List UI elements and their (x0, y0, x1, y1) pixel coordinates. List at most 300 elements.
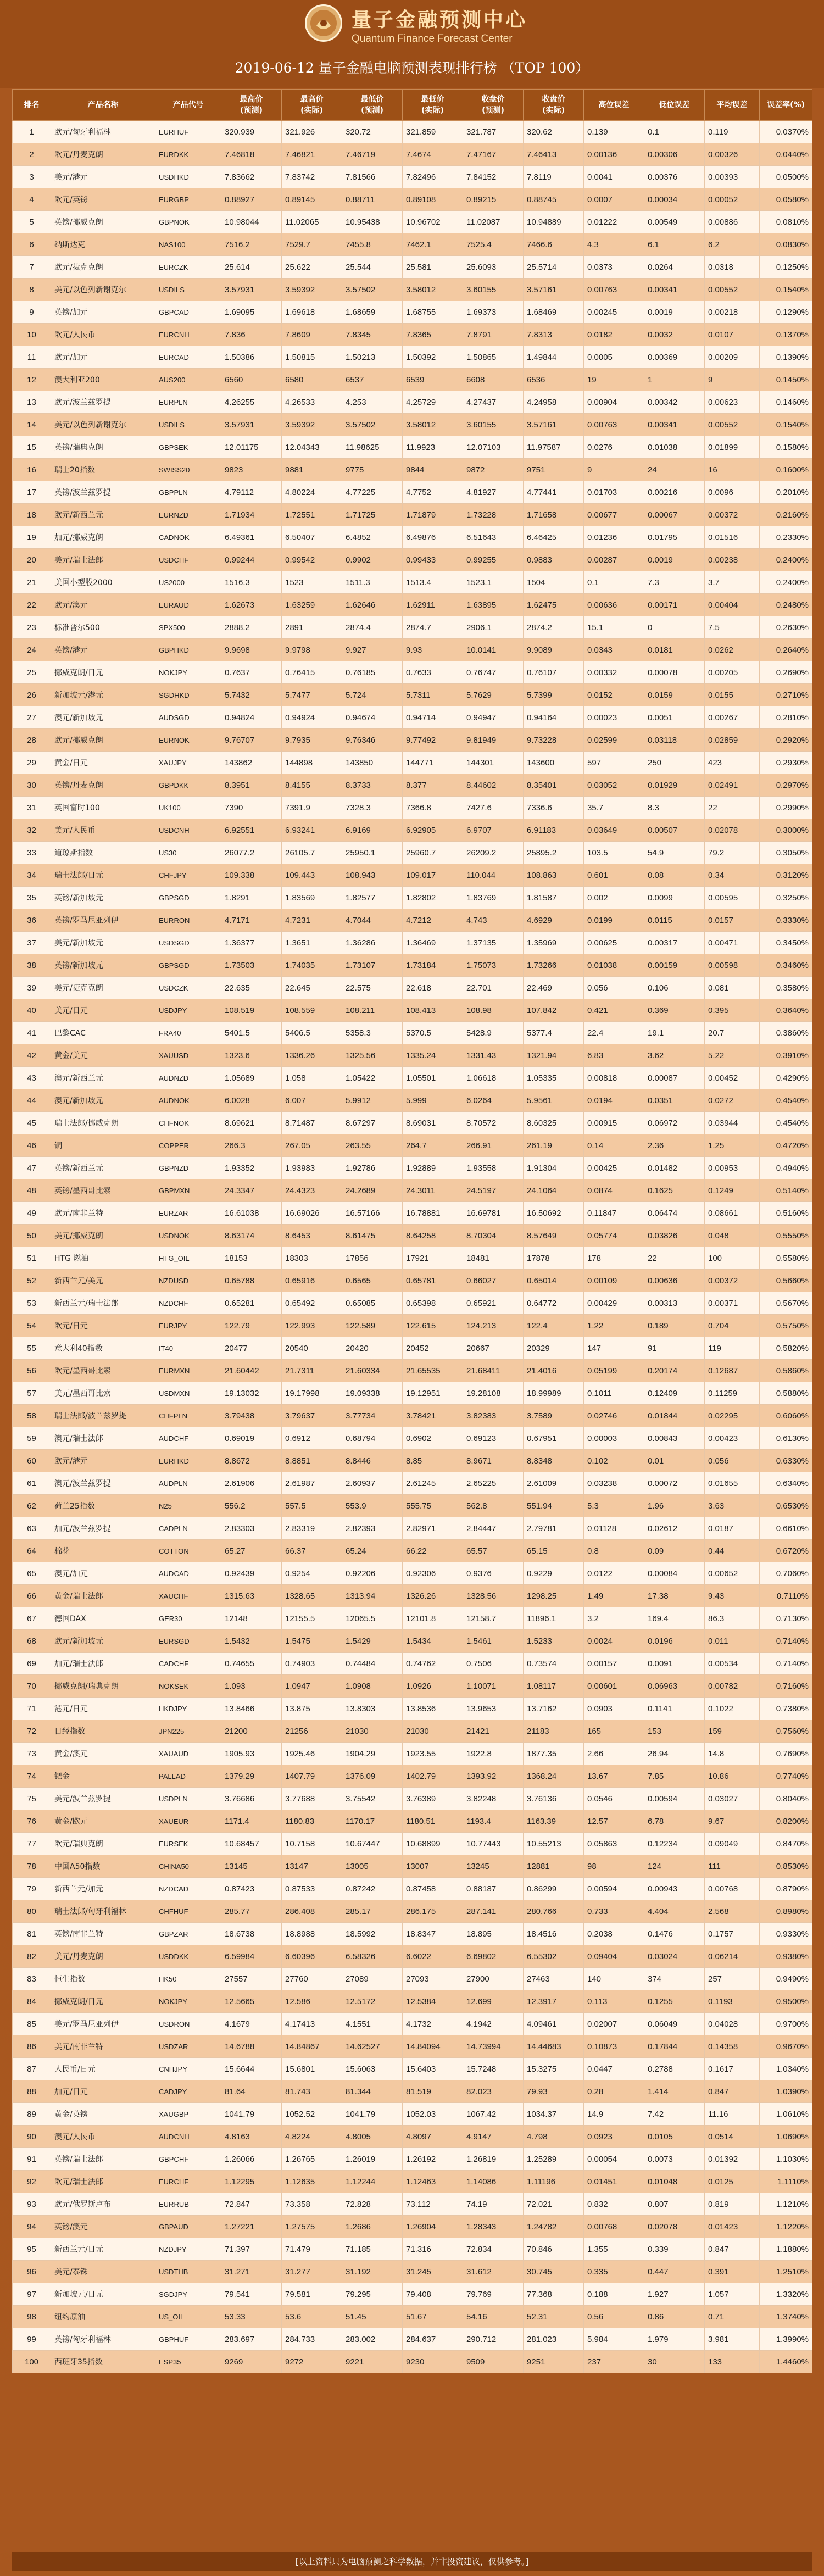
high-actual-cell: 20540 (282, 1337, 342, 1360)
rank-cell: 54 (13, 1315, 51, 1337)
error-rate-cell: 1.4460% (760, 2351, 812, 2373)
high-forecast-cell: 1.36377 (221, 932, 282, 954)
table-row (13, 481, 812, 504)
error-rate-cell: 0.5550% (760, 1225, 812, 1247)
low-error-cell: 0.0032 (644, 324, 705, 346)
close-forecast-cell: 10.0141 (463, 639, 524, 661)
error-rate-cell: 0.7060% (760, 1562, 812, 1585)
close-actual-cell: 25.5714 (524, 256, 584, 279)
high-error-cell: 0.0373 (584, 256, 644, 279)
avg-error-cell: 0.819 (705, 2193, 760, 2216)
product-code-cell: EURAUD (155, 594, 221, 616)
close-forecast-cell: 1.06618 (463, 1067, 524, 1089)
low-error-cell: 0.1476 (644, 1923, 705, 1945)
high-actual-cell: 4.80224 (282, 481, 342, 504)
low-forecast-cell: 1170.17 (342, 1810, 403, 1833)
avg-error-cell: 5.22 (705, 1044, 760, 1067)
low-error-cell: 6.78 (644, 1810, 705, 1833)
low-error-cell: 8.3 (644, 797, 705, 819)
error-rate-cell: 0.3460% (760, 954, 812, 977)
low-forecast-cell: 6.58326 (342, 1945, 403, 1968)
close-forecast-cell: 1.37135 (463, 932, 524, 954)
high-forecast-cell: 18153 (221, 1247, 282, 1270)
rank-cell: 76 (13, 1810, 51, 1833)
close-actual-cell: 2874.2 (524, 616, 584, 639)
column-header: 低位误差 (644, 90, 705, 121)
product-name-cell: 新加坡元/日元 (51, 2283, 155, 2306)
rank-cell: 85 (13, 2013, 51, 2035)
product-name-cell: 日经指数 (51, 1720, 155, 1743)
avg-error-cell: 0.119 (705, 121, 760, 143)
high-error-cell: 0.02746 (584, 1405, 644, 1427)
rank-cell: 71 (13, 1698, 51, 1720)
high-error-cell: 0.03052 (584, 774, 644, 797)
high-actual-cell: 13.875 (282, 1698, 342, 1720)
error-rate-cell: 0.0580% (760, 188, 812, 211)
low-forecast-cell: 0.92206 (342, 1562, 403, 1585)
close-forecast-cell: 12.699 (463, 1990, 524, 2013)
product-code-cell: GBPPLN (155, 481, 221, 504)
low-forecast-cell: 1.2686 (342, 2216, 403, 2238)
product-name-cell: 美元/墨西哥比索 (51, 1382, 155, 1405)
column-header: 最低价 (实际) (403, 90, 463, 121)
error-rate-cell: 0.4540% (760, 1089, 812, 1112)
low-error-cell: 0.339 (644, 2238, 705, 2261)
rank-cell: 73 (13, 1743, 51, 1765)
rank-cell: 48 (13, 1179, 51, 1202)
high-error-cell: 0.832 (584, 2193, 644, 2216)
high-forecast-cell: 2.61906 (221, 1472, 282, 1495)
high-actual-cell: 1.72551 (282, 504, 342, 526)
low-forecast-cell: 1041.79 (342, 2103, 403, 2126)
rank-cell: 31 (13, 797, 51, 819)
close-forecast-cell: 1.50865 (463, 346, 524, 369)
table-row (13, 932, 812, 954)
product-name-cell: 美元/泰铢 (51, 2261, 155, 2283)
table-row (13, 1382, 812, 1405)
low-error-cell: 0.00317 (644, 932, 705, 954)
low-error-cell: 0.02612 (644, 1517, 705, 1540)
rank-cell: 44 (13, 1089, 51, 1112)
product-code-cell: US2000 (155, 571, 221, 594)
error-rate-cell: 0.0830% (760, 233, 812, 256)
low-error-cell: 124 (644, 1855, 705, 1878)
low-forecast-cell: 81.344 (342, 2080, 403, 2103)
close-actual-cell: 4.6929 (524, 909, 584, 932)
rank-cell: 62 (13, 1495, 51, 1517)
low-error-cell: 3.62 (644, 1044, 705, 1067)
product-code-cell: FRA40 (155, 1022, 221, 1044)
high-actual-cell: 4.8224 (282, 2126, 342, 2148)
high-actual-cell: 1.12635 (282, 2171, 342, 2193)
error-rate-cell: 0.5860% (760, 1360, 812, 1382)
high-error-cell: 0.00677 (584, 504, 644, 526)
error-rate-cell: 0.2710% (760, 684, 812, 706)
table-row (13, 1765, 812, 1788)
product-name-cell: 加元/挪威克朗 (51, 526, 155, 549)
high-actual-cell: 6.93241 (282, 819, 342, 842)
close-actual-cell: 30.745 (524, 2261, 584, 2283)
rank-cell: 7 (13, 256, 51, 279)
error-rate-cell: 1.1030% (760, 2148, 812, 2171)
low-error-cell: 54.9 (644, 842, 705, 864)
avg-error-cell: 0.00209 (705, 346, 760, 369)
low-forecast-cell: 71.185 (342, 2238, 403, 2261)
rank-cell: 95 (13, 2238, 51, 2261)
low-actual-cell: 21030 (403, 1720, 463, 1743)
product-code-cell: EURNOK (155, 729, 221, 752)
low-actual-cell: 5.999 (403, 1089, 463, 1112)
product-code-cell: EURSGD (155, 1630, 221, 1653)
table-row (13, 1833, 812, 1855)
close-actual-cell: 261.19 (524, 1134, 584, 1157)
error-rate-cell: 0.3330% (760, 909, 812, 932)
close-actual-cell: 22.469 (524, 977, 584, 999)
table-row (13, 571, 812, 594)
low-forecast-cell: 24.2689 (342, 1179, 403, 1202)
product-name-cell: 挪威克朗/日元 (51, 1990, 155, 2013)
error-rate-cell: 0.7110% (760, 1585, 812, 1607)
close-forecast-cell: 5.7629 (463, 684, 524, 706)
low-forecast-cell: 5.724 (342, 684, 403, 706)
low-actual-cell: 1.5434 (403, 1630, 463, 1653)
low-actual-cell: 0.89108 (403, 188, 463, 211)
low-forecast-cell: 0.88711 (342, 188, 403, 211)
error-rate-cell: 0.5820% (760, 1337, 812, 1360)
high-error-cell: 0.139 (584, 121, 644, 143)
product-name-cell: 瑞士法郎/日元 (51, 864, 155, 887)
rank-cell: 58 (13, 1405, 51, 1427)
high-actual-cell: 5.7477 (282, 684, 342, 706)
product-name-cell: 欧元/南非兰特 (51, 1202, 155, 1225)
product-code-cell: USDJPY (155, 999, 221, 1022)
close-forecast-cell: 6.9707 (463, 819, 524, 842)
high-actual-cell: 267.05 (282, 1134, 342, 1157)
high-actual-cell: 4.17413 (282, 2013, 342, 2035)
close-forecast-cell: 13.9653 (463, 1698, 524, 1720)
low-error-cell: 0.00078 (644, 661, 705, 684)
table-row (13, 1157, 812, 1179)
product-code-cell: GBPCHF (155, 2148, 221, 2171)
product-code-cell: USDDKK (155, 1945, 221, 1968)
high-actual-cell: 0.76415 (282, 661, 342, 684)
table-row (13, 1044, 812, 1067)
high-error-cell: 0.00594 (584, 1878, 644, 1900)
high-error-cell: 0.0276 (584, 436, 644, 459)
avg-error-cell: 3.63 (705, 1495, 760, 1517)
product-name-cell: 道琼斯指数 (51, 842, 155, 864)
table-row (13, 1562, 812, 1585)
low-error-cell: 26.94 (644, 1743, 705, 1765)
avg-error-cell: 0.09049 (705, 1833, 760, 1855)
rank-cell: 16 (13, 459, 51, 481)
close-actual-cell: 1.49844 (524, 346, 584, 369)
high-error-cell: 0.00625 (584, 932, 644, 954)
rank-cell: 69 (13, 1653, 51, 1675)
table-row (13, 1315, 812, 1337)
product-code-cell: GBPSGD (155, 887, 221, 909)
rank-cell: 89 (13, 2103, 51, 2126)
avg-error-cell: 0.00218 (705, 301, 760, 324)
high-forecast-cell: 320.939 (221, 121, 282, 143)
high-actual-cell: 8.4155 (282, 774, 342, 797)
high-forecast-cell: 7516.2 (221, 233, 282, 256)
high-actual-cell: 1.27575 (282, 2216, 342, 2238)
low-actual-cell: 8.64258 (403, 1225, 463, 1247)
table-row (13, 1923, 812, 1945)
high-actual-cell: 6.007 (282, 1089, 342, 1112)
low-error-cell: 0.00087 (644, 1067, 705, 1089)
product-name-cell: 英镑/丹麦克朗 (51, 774, 155, 797)
high-forecast-cell: 3.76686 (221, 1788, 282, 1810)
high-forecast-cell: 21200 (221, 1720, 282, 1743)
table-row (13, 2013, 812, 2035)
table-row (13, 1022, 812, 1044)
high-forecast-cell: 1041.79 (221, 2103, 282, 2126)
rank-cell: 91 (13, 2148, 51, 2171)
high-forecast-cell: 266.3 (221, 1134, 282, 1157)
high-error-cell: 0.0923 (584, 2126, 644, 2148)
close-actual-cell: 17878 (524, 1247, 584, 1270)
low-error-cell: 7.85 (644, 1765, 705, 1788)
avg-error-cell: 0.395 (705, 999, 760, 1022)
avg-error-cell: 119 (705, 1337, 760, 1360)
low-actual-cell: 11.9923 (403, 436, 463, 459)
error-rate-cell: 0.3450% (760, 932, 812, 954)
close-forecast-cell: 12158.7 (463, 1607, 524, 1630)
low-actual-cell: 79.408 (403, 2283, 463, 2306)
low-error-cell: 0.08 (644, 864, 705, 887)
close-forecast-cell: 0.94947 (463, 706, 524, 729)
high-actual-cell: 9881 (282, 459, 342, 481)
error-rate-cell: 1.3320% (760, 2283, 812, 2306)
product-code-cell: GBPSEK (155, 436, 221, 459)
low-forecast-cell: 8.3733 (342, 774, 403, 797)
close-forecast-cell: 110.044 (463, 864, 524, 887)
rank-cell: 61 (13, 1472, 51, 1495)
close-actual-cell: 0.9229 (524, 1562, 584, 1585)
rank-cell: 63 (13, 1517, 51, 1540)
rank-cell: 38 (13, 954, 51, 977)
product-code-cell: CADNOK (155, 526, 221, 549)
low-forecast-cell: 10.67447 (342, 1833, 403, 1855)
rank-cell: 70 (13, 1675, 51, 1698)
product-code-cell: XAUJPY (155, 752, 221, 774)
high-forecast-cell: 31.271 (221, 2261, 282, 2283)
product-code-cell: AUDCAD (155, 1562, 221, 1585)
low-forecast-cell: 10.95438 (342, 211, 403, 233)
high-forecast-cell: 1171.4 (221, 1810, 282, 1833)
close-actual-cell: 7466.6 (524, 233, 584, 256)
close-actual-cell: 27463 (524, 1968, 584, 1990)
product-code-cell: CHFNOK (155, 1112, 221, 1134)
low-forecast-cell: 4.253 (342, 391, 403, 414)
low-actual-cell: 1.92889 (403, 1157, 463, 1179)
high-actual-cell: 8.71487 (282, 1112, 342, 1134)
error-rate-cell: 0.7140% (760, 1653, 812, 1675)
rank-cell: 2 (13, 143, 51, 166)
close-actual-cell: 281.023 (524, 2328, 584, 2351)
avg-error-cell: 0.847 (705, 2080, 760, 2103)
product-code-cell: GBPHUF (155, 2328, 221, 2351)
high-error-cell: 0.733 (584, 1900, 644, 1923)
low-forecast-cell: 22.575 (342, 977, 403, 999)
low-actual-cell: 8.69031 (403, 1112, 463, 1134)
close-forecast-cell: 6.69802 (463, 1945, 524, 1968)
product-code-cell: GBPDKK (155, 774, 221, 797)
low-forecast-cell: 12.5172 (342, 1990, 403, 2013)
rank-cell: 100 (13, 2351, 51, 2373)
high-actual-cell: 1.83569 (282, 887, 342, 909)
table-row (13, 1675, 812, 1698)
low-forecast-cell: 7328.3 (342, 797, 403, 819)
product-code-cell: IT40 (155, 1337, 221, 1360)
rank-cell: 11 (13, 346, 51, 369)
rank-cell: 5 (13, 211, 51, 233)
table-row (13, 2216, 812, 2238)
close-actual-cell: 4.798 (524, 2126, 584, 2148)
product-name-cell: 英镑/罗马尼亚列伊 (51, 909, 155, 932)
avg-error-cell: 0.08661 (705, 1202, 760, 1225)
table-row (13, 842, 812, 864)
low-error-cell: 0.00594 (644, 1788, 705, 1810)
high-forecast-cell: 6560 (221, 369, 282, 391)
product-code-cell: EURMXN (155, 1360, 221, 1382)
low-error-cell: 0.01795 (644, 526, 705, 549)
close-actual-cell: 551.94 (524, 1495, 584, 1517)
rank-cell: 8 (13, 279, 51, 301)
high-actual-cell: 12155.5 (282, 1607, 342, 1630)
error-rate-cell: 1.1220% (760, 2216, 812, 2238)
product-name-cell: 澳元/人民币 (51, 2126, 155, 2148)
product-name-cell: 美元/以色列新谢克尔 (51, 414, 155, 436)
avg-error-cell: 3.981 (705, 2328, 760, 2351)
high-actual-cell: 25.622 (282, 256, 342, 279)
product-name-cell: 新西兰元/日元 (51, 2238, 155, 2261)
high-error-cell: 0.8 (584, 1540, 644, 1562)
close-actual-cell: 1.05335 (524, 1067, 584, 1089)
low-error-cell: 0.00341 (644, 414, 705, 436)
product-code-cell: USDCNH (155, 819, 221, 842)
error-rate-cell: 0.9700% (760, 2013, 812, 2035)
product-name-cell: 欧元/新加坡元 (51, 1630, 155, 1653)
high-error-cell: 597 (584, 752, 644, 774)
close-forecast-cell: 1.75073 (463, 954, 524, 977)
low-actual-cell: 81.519 (403, 2080, 463, 2103)
high-actual-cell: 9272 (282, 2351, 342, 2373)
close-forecast-cell: 0.88187 (463, 1878, 524, 1900)
high-forecast-cell: 143862 (221, 752, 282, 774)
close-forecast-cell: 287.141 (463, 1900, 524, 1923)
table-row (13, 864, 812, 887)
table-row (13, 2306, 812, 2328)
high-actual-cell: 0.99542 (282, 549, 342, 571)
close-forecast-cell: 2.65225 (463, 1472, 524, 1495)
rank-cell: 42 (13, 1044, 51, 1067)
high-error-cell: 0.0024 (584, 1630, 644, 1653)
low-forecast-cell: 1.0908 (342, 1675, 403, 1698)
high-forecast-cell: 1.69095 (221, 301, 282, 324)
table-row (13, 684, 812, 706)
product-code-cell: CADPLN (155, 1517, 221, 1540)
high-error-cell: 0.01222 (584, 211, 644, 233)
low-actual-cell: 1.50392 (403, 346, 463, 369)
low-error-cell: 0.1 (644, 121, 705, 143)
avg-error-cell: 0.01516 (705, 526, 760, 549)
avg-error-cell: 20.7 (705, 1022, 760, 1044)
table-row (13, 774, 812, 797)
avg-error-cell: 1.057 (705, 2283, 760, 2306)
table-row (13, 1112, 812, 1134)
column-header: 高位误差 (584, 90, 644, 121)
low-actual-cell: 108.413 (403, 999, 463, 1022)
low-forecast-cell: 263.55 (342, 1134, 403, 1157)
low-error-cell: 0.0019 (644, 301, 705, 324)
low-error-cell: 7.3 (644, 571, 705, 594)
low-error-cell: 0.00072 (644, 1472, 705, 1495)
low-actual-cell: 4.8097 (403, 2126, 463, 2148)
close-forecast-cell: 0.76747 (463, 661, 524, 684)
table-row (13, 143, 812, 166)
low-actual-cell: 10.96702 (403, 211, 463, 233)
high-actual-cell: 4.7231 (282, 909, 342, 932)
close-actual-cell: 79.93 (524, 2080, 584, 2103)
low-error-cell: 0.0351 (644, 1089, 705, 1112)
product-code-cell: UK100 (155, 797, 221, 819)
high-error-cell: 0.10873 (584, 2035, 644, 2058)
high-actual-cell: 16.69026 (282, 1202, 342, 1225)
high-forecast-cell: 1379.29 (221, 1765, 282, 1788)
table-row (13, 1360, 812, 1382)
high-forecast-cell: 53.33 (221, 2306, 282, 2328)
product-code-cell: GBPSGD (155, 954, 221, 977)
avg-error-cell: 14.8 (705, 1743, 760, 1765)
avg-error-cell: 0.02078 (705, 819, 760, 842)
low-actual-cell: 9230 (403, 2351, 463, 2373)
high-forecast-cell: 109.338 (221, 864, 282, 887)
table-row (13, 279, 812, 301)
avg-error-cell: 0.00552 (705, 279, 760, 301)
close-forecast-cell: 74.19 (463, 2193, 524, 2216)
product-code-cell: NZDCAD (155, 1878, 221, 1900)
low-actual-cell: 5.7311 (403, 684, 463, 706)
high-error-cell: 0.01451 (584, 2171, 644, 2193)
high-forecast-cell: 14.6788 (221, 2035, 282, 2058)
high-forecast-cell: 4.1679 (221, 2013, 282, 2035)
low-actual-cell: 10.68899 (403, 1833, 463, 1855)
low-forecast-cell: 8.61475 (342, 1225, 403, 1247)
close-forecast-cell: 1523.1 (463, 571, 524, 594)
rank-cell: 4 (13, 188, 51, 211)
high-forecast-cell: 556.2 (221, 1495, 282, 1517)
high-error-cell: 5.984 (584, 2328, 644, 2351)
error-rate-cell: 0.0440% (760, 143, 812, 166)
product-name-cell: 英镑/匈牙利福林 (51, 2328, 155, 2351)
close-forecast-cell: 7525.4 (463, 233, 524, 256)
close-actual-cell: 11.97587 (524, 436, 584, 459)
error-rate-cell: 0.2400% (760, 549, 812, 571)
close-actual-cell: 3.57161 (524, 414, 584, 436)
product-code-cell: COTTON (155, 1540, 221, 1562)
low-error-cell: 0.807 (644, 2193, 705, 2216)
low-forecast-cell: 0.65085 (342, 1292, 403, 1315)
high-forecast-cell: 6.0028 (221, 1089, 282, 1112)
rank-cell: 25 (13, 661, 51, 684)
close-forecast-cell: 14.73994 (463, 2035, 524, 2058)
rank-cell: 67 (13, 1607, 51, 1630)
product-name-cell: 加元/波兰兹罗提 (51, 1517, 155, 1540)
close-forecast-cell: 16.69781 (463, 1202, 524, 1225)
